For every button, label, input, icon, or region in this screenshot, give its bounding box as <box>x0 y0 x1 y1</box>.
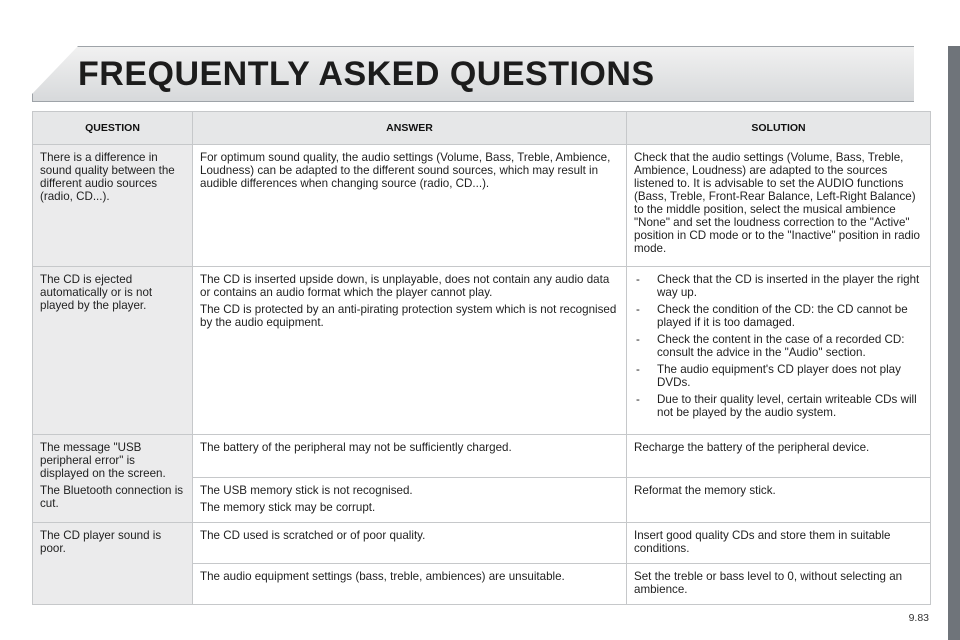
answer-cell <box>193 564 627 605</box>
table-row <box>33 523 931 564</box>
answer-text: The CD is inserted upside down, is unplayable, does not contain any audio data or contains an audio format which the player cannot play. <box>200 273 610 299</box>
faq-table <box>32 111 931 605</box>
answer-cell <box>193 478 627 523</box>
question-cell <box>33 267 193 435</box>
list-item: - Check the content in the case of a recorded CD: consult the advice in the "Audio" section. <box>634 333 923 359</box>
answer-cell <box>193 267 627 435</box>
answer-text: The memory stick may be corrupt. <box>200 501 376 514</box>
question-text: The Bluetooth connection is cut. <box>40 484 184 510</box>
answer-text: The CD used is scratched or of poor quality. <box>200 529 426 542</box>
question-cell <box>33 523 193 605</box>
question-text: The message "USB peripheral error" is displayed on the screen. <box>40 441 166 480</box>
answer-text: The USB memory stick is not recognised. <box>200 484 413 497</box>
question-cell <box>33 435 193 523</box>
answer-cell <box>193 435 627 478</box>
page-title: FREQUENTLY ASKED QUESTIONS <box>78 55 655 93</box>
column-header-question: QUESTION <box>33 112 193 145</box>
solution-cell <box>627 478 931 523</box>
question-text: The CD is ejected automatically or is not played by the player. <box>40 273 153 312</box>
table-row <box>33 267 931 435</box>
table-row <box>33 435 931 478</box>
answer-cell <box>193 145 627 267</box>
solution-text: Recharge the battery of the peripheral device. <box>634 441 870 454</box>
solution-cell <box>627 564 931 605</box>
solution-list <box>634 273 923 419</box>
answer-text: The CD is protected by an anti-pirating protection system which is not recognised by the audio equipment. <box>200 303 617 329</box>
right-edge-bar <box>948 46 960 640</box>
answer-cell <box>193 523 627 564</box>
solution-text: Reformat the memory stick. <box>634 484 776 497</box>
solution-cell <box>627 523 931 564</box>
solution-text: Insert good quality CDs and store them in suitable conditions. <box>634 529 891 555</box>
solution-text: Set the treble or bass level to 0, without selecting an ambience. <box>634 570 903 596</box>
question-text: There is a difference in sound quality between the different audio sources (radio, CD...). <box>40 151 175 203</box>
page-number: 9.83 <box>908 612 929 624</box>
solution-cell <box>627 145 931 267</box>
answer-text: The battery of the peripheral may not be sufficiently charged. <box>200 441 512 454</box>
answer-text: The audio equipment settings (bass, treble, ambiences) are unsuitable. <box>200 570 565 583</box>
list-item: - The audio equipment's CD player does not play DVDs. <box>634 363 923 389</box>
table-row <box>33 145 931 267</box>
question-cell <box>33 145 193 267</box>
column-header-solution: SOLUTION <box>627 112 931 145</box>
list-item: - Check that the CD is inserted in the player the right way up. <box>634 273 923 299</box>
list-item: - Check the condition of the CD: the CD cannot be played if it is too damaged. <box>634 303 923 329</box>
answer-text: For optimum sound quality, the audio settings (Volume, Bass, Treble, Ambience, Loudness) can be adapted to the different sound sources, which may result in audible differences when changing source (radio, CD...). <box>200 151 611 190</box>
solution-cell <box>627 267 931 435</box>
solution-cell <box>627 435 931 478</box>
list-item: - Due to their quality level, certain writeable CDs will not be played by the audio system. <box>634 393 923 419</box>
column-header-answer: ANSWER <box>193 112 627 145</box>
solution-text: Check that the audio settings (Volume, Bass, Treble, Ambience, Loudness) are adapted to the sources listened to. It is advisable to set the AUDIO functions (Bass, Treble, Front-Rear Balance, Left-Right Balance) to the middle position, select the musical ambience "None" and set the loudness correction to the "Active" position in CD mode or to the "Inactive" position in radio mode. <box>634 151 920 255</box>
table-header-row <box>33 112 931 145</box>
question-text: The CD player sound is poor. <box>40 529 162 555</box>
